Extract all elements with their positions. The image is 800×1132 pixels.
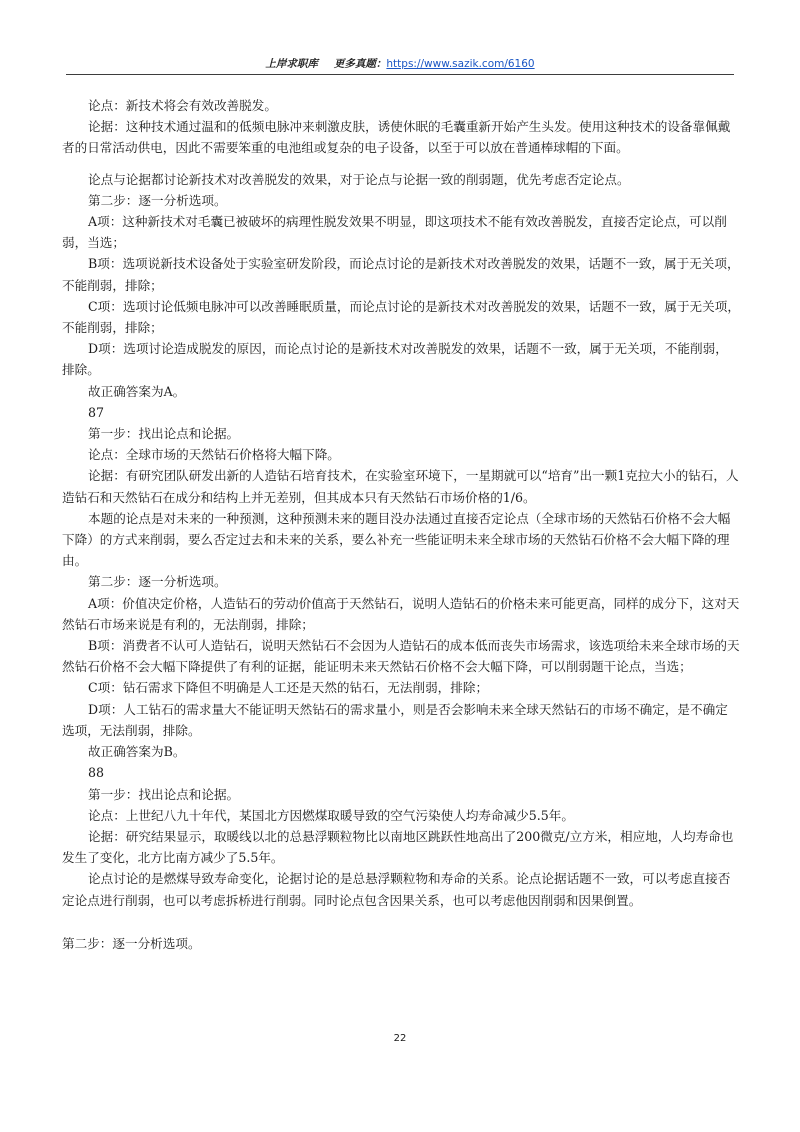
page-header [0,56,800,71]
paragraph: 论据：这种技术通过温和的低频电脉冲来刺激皮肤，诱使休眠的毛囊重新开始产生头发。使用这种技术的设备靠佩戴者的日常活动供电，因此不需要笨重的电池组或复杂的电子设备，以至于可以放在普通棒球帽的下面。 [62,119,731,156]
paragraph: 论点：上世纪八九十年代，某国北方因燃煤取暖导致的空气污染使人均寿命减少5.5年。 [88,807,574,823]
paragraph: 论点与论据都讨论新技术对改善脱发的效果，对于论点与论据一致的削弱题，优先考虑否定论点。 [88,171,630,187]
header-brand: 上岸求职库 [265,58,318,70]
question-number: 87 [88,404,105,420]
paragraph: 论据：研究结果显示，取暖线以北的总悬浮颗粒物比以南地区跳跃性地高出了200微克/立方米，相应地，人均寿命也发生了变化，北方比南方减少了5.5年。 [62,828,734,866]
question-number: 88 [88,765,105,781]
paragraph: 第二步：逐一分析选项。 [88,574,227,590]
paragraph: 故正确答案为B。 [88,744,186,760]
paragraph: C项：钻石需求下降但不明确是人工还是天然的钻石，无法削弱，排除； [88,680,489,696]
page-content [62,95,740,954]
page-number: 22 [393,1033,407,1044]
paragraph: D项：人工钻石的需求量大不能证明天然钻石的需求量小，则是否会影响未来全球天然钻石的市场不确定，是不确定选项，无法削弱，排除。 [62,701,728,738]
paragraph: B项：消费者不认可人造钻石，说明天然钻石不会因为人造钻石的成本低而丧失市场需求，该选项给未来全球市场的天然钻石价格不会大幅下降提供了有利的证据，能证明未来天然钻石价格不会大幅下降，可以削弱题干论点，当选； [62,638,740,675]
paragraph: 论点：全球市场的天然钻石价格将大幅下降。 [88,447,340,463]
paragraph: 故正确答案为A。 [88,383,186,399]
header-divider [66,74,734,75]
paragraph: A项：这种新技术对毛囊已被破坏的病理性脱发效果不明显，即这项技术不能有效改善脱发，直接否定论点，可以削弱，当选； [62,214,727,251]
paragraph: 论点：新技术将会有效改善脱发。 [88,98,277,113]
paragraph: 第一步：找出论点和论据。 [88,786,240,802]
paragraph: 论据：有研究团队研发出新的人造钻石培育技术，在实验室环境下，一星期就可以“培育”出一颗1克拉大小的钻石，人造钻石和天然钻石在成分和结构上并无差别，但其成本只有天然钻石市场价格的1/6。 [62,468,739,505]
paragraph: 论点讨论的是燃煤导致寿命变化，论据讨论的是总悬浮颗粒物和寿命的关系。论点论据话题不一致，可以考虑直接否定论点进行削弱，也可以考虑拆桥进行削弱。同时论点包含因果关系，也可以考虑他因削弱和因果倒置。 [62,871,731,908]
paragraph: 第二步：逐一分析选项。 [88,192,227,208]
paragraph: A项：价值决定价格，人造钻石的劳动价值高于天然钻石，说明人造钻石的价格未来可能更高，同样的成分下，这对天然钻石市场来说是有利的，无法削弱，排除； [62,595,740,632]
paragraph: C项：选项讨论低频电脉冲可以改善睡眠质量，而论点讨论的是新技术对改善脱发的效果，话题不一致，属于无关项，不能削弱，排除； [62,298,740,336]
paragraph: 第二步：逐一分析选项。 [62,935,201,951]
paragraph: 第一步：找出论点和论据。 [88,426,240,442]
paragraph: 本题的论点是对未来的一种预测，这种预测未来的题目没办法通过直接否定论点（全球市场的天然钻石价格不会大幅下降）的方式来削弱，要么否定过去和未来的关系，要么补充一些能证明未来全球市场的天然钻石价格不会大幅下降的理由。 [62,510,731,569]
header-source-label: 更多真题： [333,58,387,70]
header-link[interactable]: https://www.sazik.com/6160 [386,58,535,70]
paragraph: D项：选项讨论造成脱发的原因，而论点讨论的是新技术对改善脱发的效果，话题不一致，属于无关项，不能削弱，排除。 [62,341,728,378]
paragraph: B项：选项说新技术设备处于实验室研发阶段，而论点讨论的是新技术对改善脱发的效果，话题不一致，属于无关项，不能削弱，排除； [62,256,740,293]
